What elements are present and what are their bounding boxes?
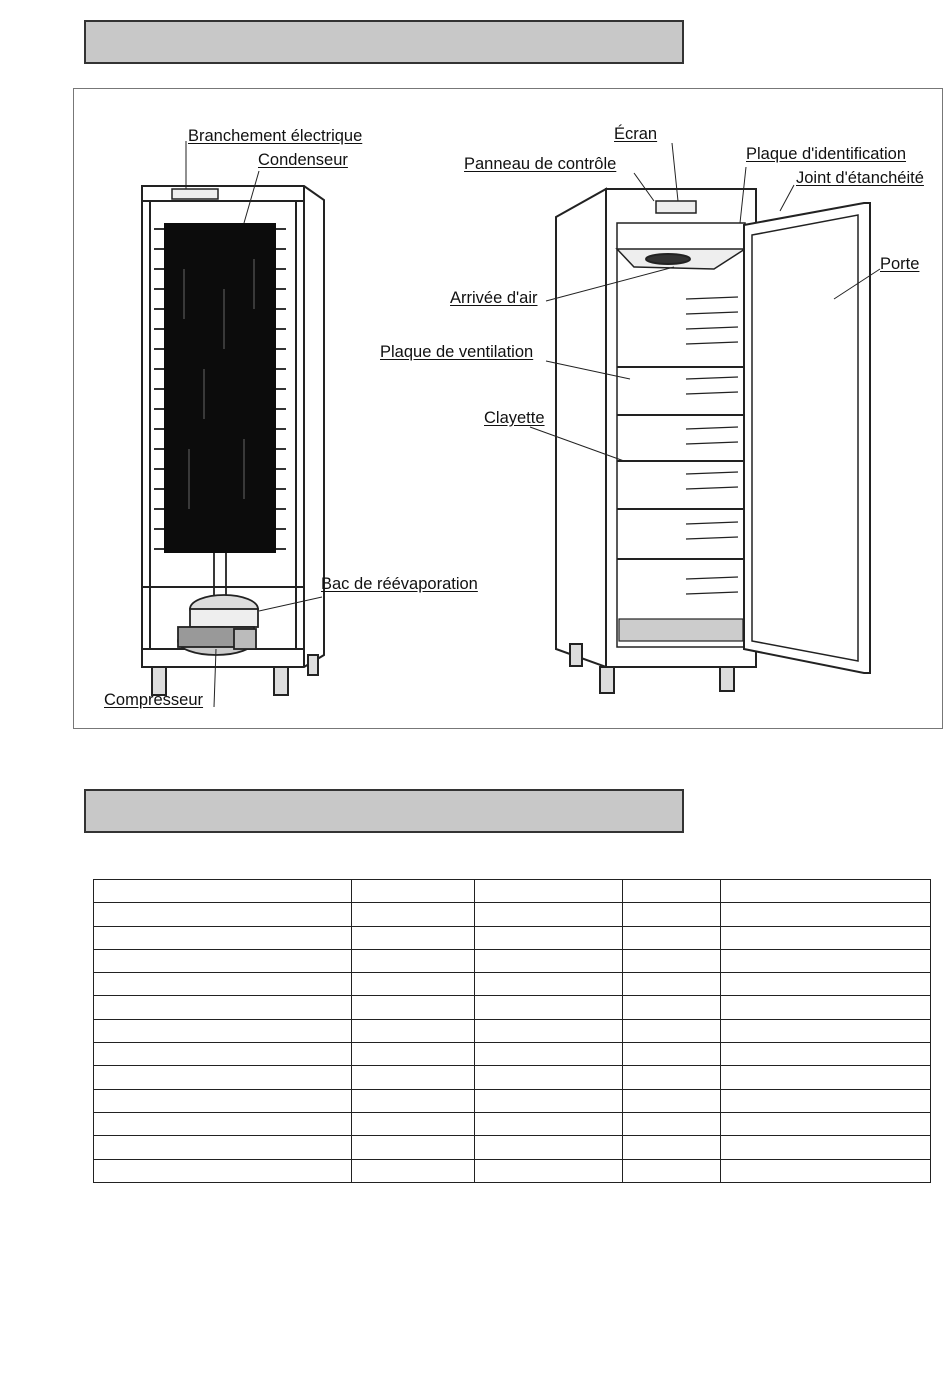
label-branchement-electrique: Branchement électrique — [188, 127, 363, 145]
table-cell — [94, 903, 352, 926]
table-cell — [721, 1019, 931, 1042]
table-row — [94, 1089, 931, 1112]
table-row — [94, 996, 931, 1019]
table-cell — [352, 949, 475, 972]
table-cell — [623, 1112, 721, 1135]
table-row — [94, 1019, 931, 1042]
table-cell — [721, 1089, 931, 1112]
table-cell — [721, 1066, 931, 1089]
label-compresseur: Compresseur — [104, 691, 204, 709]
section-header-bar-top — [84, 20, 684, 64]
table-cell — [475, 996, 623, 1019]
table-cell — [94, 973, 352, 996]
table-cell — [623, 1019, 721, 1042]
table-cell — [94, 949, 352, 972]
table-cell — [352, 1136, 475, 1159]
table-cell — [352, 973, 475, 996]
table-cell — [475, 903, 623, 926]
table-row — [94, 1043, 931, 1066]
table-cell — [94, 1019, 352, 1042]
table-cell — [352, 1066, 475, 1089]
table-cell — [721, 903, 931, 926]
table-row — [94, 926, 931, 949]
table-row — [94, 1136, 931, 1159]
table-cell — [721, 973, 931, 996]
table-row — [94, 973, 931, 996]
table-cell — [94, 926, 352, 949]
table-cell — [94, 1136, 352, 1159]
table-cell — [721, 880, 931, 903]
table-cell — [475, 949, 623, 972]
table-cell — [352, 1019, 475, 1042]
label-condenseur: Condenseur — [258, 151, 348, 169]
table-cell — [721, 1043, 931, 1066]
table-cell — [352, 1159, 475, 1182]
label-panneau-controle: Panneau de contrôle — [464, 155, 617, 173]
table-cell — [721, 949, 931, 972]
table-cell — [94, 996, 352, 1019]
table-cell — [94, 1159, 352, 1182]
condenser-panel — [164, 223, 276, 553]
table-cell — [721, 1136, 931, 1159]
table-cell — [623, 1159, 721, 1182]
table-cell — [623, 1066, 721, 1089]
label-plaque-identification: Plaque d'identification — [746, 145, 907, 163]
table-cell — [475, 1066, 623, 1089]
table-cell — [623, 996, 721, 1019]
table-cell — [623, 1136, 721, 1159]
table-cell — [352, 880, 475, 903]
table-row — [94, 1159, 931, 1182]
table-cell — [623, 880, 721, 903]
table-cell — [623, 1043, 721, 1066]
label-porte: Porte — [880, 255, 920, 273]
table-cell — [94, 1112, 352, 1135]
table-cell — [94, 880, 352, 903]
table-cell — [352, 1043, 475, 1066]
table-cell — [623, 903, 721, 926]
refrigerator-figure — [73, 88, 943, 729]
table-cell — [475, 1019, 623, 1042]
table-cell — [475, 1159, 623, 1182]
table-cell — [721, 1159, 931, 1182]
table-cell — [623, 973, 721, 996]
table-cell — [475, 973, 623, 996]
table-row — [94, 880, 931, 903]
table-cell — [623, 949, 721, 972]
table-cell — [94, 1043, 352, 1066]
label-ecran: Écran — [614, 125, 658, 143]
table-cell — [475, 1112, 623, 1135]
table-cell — [352, 1089, 475, 1112]
table-row — [94, 903, 931, 926]
table-cell — [352, 996, 475, 1019]
table-cell — [94, 1089, 352, 1112]
table-cell — [352, 926, 475, 949]
table-row — [94, 949, 931, 972]
label-arrivee-air: Arrivée d'air — [450, 289, 538, 307]
specifications-table — [93, 879, 931, 1183]
table-cell — [475, 1043, 623, 1066]
table-cell — [721, 1112, 931, 1135]
table-cell — [721, 926, 931, 949]
table-cell — [475, 1089, 623, 1112]
table-row — [94, 1066, 931, 1089]
label-bac-reevaporation: Bac de réévaporation — [321, 575, 478, 593]
table-cell — [475, 1136, 623, 1159]
table-cell — [94, 1066, 352, 1089]
table-cell — [475, 880, 623, 903]
label-joint-etancheite: Joint d'étanchéité — [796, 169, 924, 187]
table-cell — [475, 926, 623, 949]
table-cell — [352, 903, 475, 926]
table-cell — [352, 1112, 475, 1135]
label-clayette: Clayette — [484, 409, 545, 427]
front-view-unit — [556, 189, 870, 693]
table-cell — [623, 1089, 721, 1112]
label-plaque-ventilation: Plaque de ventilation — [380, 343, 534, 361]
table-row — [94, 1112, 931, 1135]
table-cell — [623, 926, 721, 949]
table-cell — [721, 996, 931, 1019]
section-header-bar-specs — [84, 789, 684, 833]
